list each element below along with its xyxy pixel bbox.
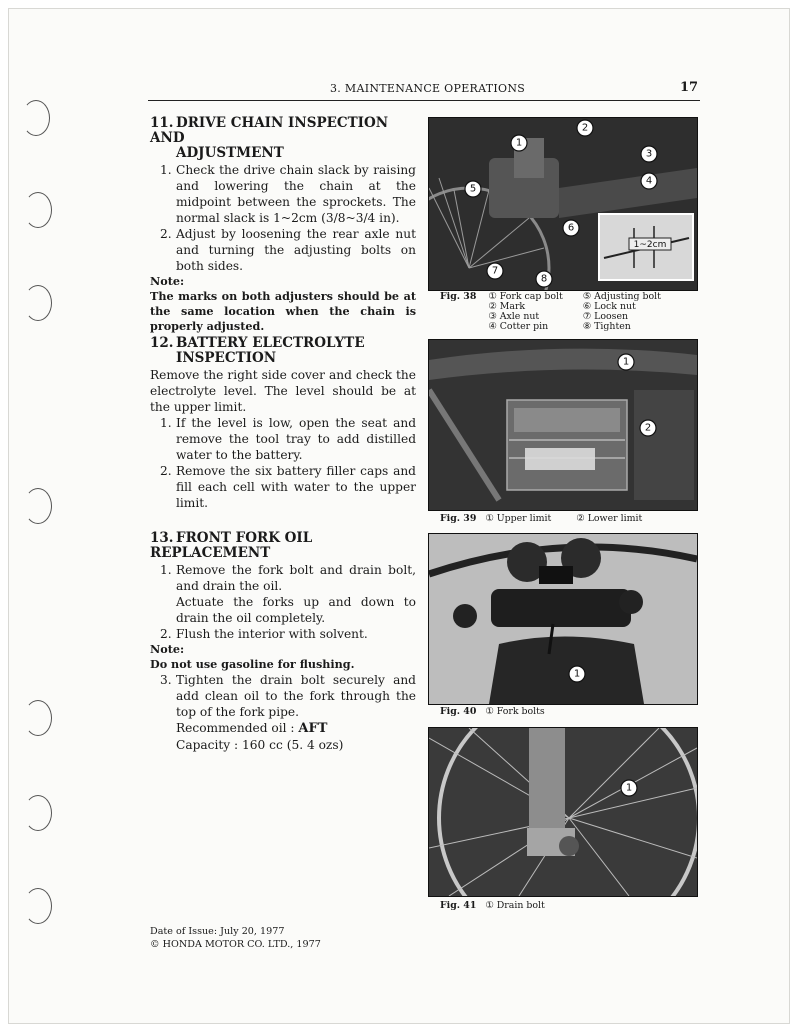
svg-text:6: 6 xyxy=(567,222,575,234)
intro-text: Remove the right side cover and check the electrolyte level. The level should be at the upper limit. xyxy=(150,368,416,414)
svg-text:7: 7 xyxy=(491,265,499,277)
callout-1 xyxy=(569,666,585,682)
figure-40-caption xyxy=(440,707,545,717)
list-item: 2. Flush the interior with solvent. xyxy=(160,627,368,641)
callout-5 xyxy=(465,181,481,197)
callout-3 xyxy=(641,146,657,162)
list-item: 2. Adjust by loosening the rear axle nut and turning the adjusting bolts on both sides. xyxy=(160,227,416,273)
figure-label: Fig. 40 xyxy=(440,706,477,717)
sub-text: Actuate the forks up and down to drain the oil completely. xyxy=(176,595,416,625)
list-item: 2. Remove the six battery filler caps and fill each cell with water to the upper limit. xyxy=(160,464,416,510)
list-item: 1. Remove the fork bolt and drain bolt, and drain the oil. xyxy=(160,563,416,593)
binder-hole xyxy=(24,285,52,321)
svg-text:1: 1 xyxy=(573,668,581,680)
section-drive-chain xyxy=(150,116,416,334)
recommended-oil: Recommended oil : AFT xyxy=(176,721,328,736)
note-label: Note: xyxy=(150,274,185,288)
callout-4 xyxy=(641,173,657,189)
header-rule xyxy=(148,100,700,101)
svg-text:5: 5 xyxy=(469,183,477,195)
section-heading: 13. FRONT FORK OIL REPLACEMENT xyxy=(150,530,313,561)
figure-38-caption xyxy=(440,292,667,332)
section-heading: 11. DRIVE CHAIN INSPECTION AND ADJUSTMENT xyxy=(150,115,389,161)
legend-item: ⑧ Tighten xyxy=(582,321,631,332)
page-footer xyxy=(150,925,321,951)
issue-date: Date of Issue: July 20, 1977 xyxy=(150,926,285,937)
capacity: Capacity : 160 cc (5. 4 ozs) xyxy=(176,738,344,752)
figure-39-caption xyxy=(440,514,642,524)
legend-item: ⑤ Adjusting bolt xyxy=(582,291,661,302)
callout-2 xyxy=(577,120,593,136)
binder-hole xyxy=(24,700,52,736)
legend-item: ⑦ Loosen xyxy=(582,311,629,322)
legend-item: ④ Cotter pin xyxy=(488,321,549,332)
callout-2 xyxy=(640,420,656,436)
note-text: Do not use gasoline for flushing. xyxy=(150,657,355,671)
section-battery xyxy=(150,336,416,511)
legend-item: ① Drain bolt xyxy=(485,900,545,911)
binder-hole xyxy=(24,888,52,924)
note-text: The marks on both adjusters should be at the same location when the chain is properly adjusted. xyxy=(150,289,416,333)
section-fork-oil xyxy=(150,531,416,753)
binder-hole xyxy=(24,192,52,228)
figure-label: Fig. 38 xyxy=(440,291,477,302)
legend-item: ② Lower limit xyxy=(576,513,643,524)
svg-text:2: 2 xyxy=(581,122,589,134)
figure-41-photo xyxy=(428,727,698,897)
legend-item: ⑥ Lock nut xyxy=(582,301,636,312)
section-heading: 12. BATTERY ELECTROLYTE INSPECTION xyxy=(150,335,365,366)
list-item: 3. Tighten the drain bolt securely and add clean oil to the fork through the top of the fork pipe. xyxy=(160,673,416,719)
svg-text:1: 1 xyxy=(515,137,523,149)
svg-text:1: 1 xyxy=(625,782,633,794)
callout-1 xyxy=(621,780,637,796)
copyright: © HONDA MOTOR CO. LTD., 1977 xyxy=(150,939,321,950)
callout-1 xyxy=(511,135,527,151)
callout-1 xyxy=(618,354,634,370)
svg-text:4: 4 xyxy=(645,175,653,187)
callout-8 xyxy=(536,271,552,287)
figure-label: Fig. 41 xyxy=(440,900,477,911)
svg-text:3: 3 xyxy=(645,148,653,160)
binder-hole xyxy=(24,488,52,524)
legend-item: ③ Axle nut xyxy=(488,311,540,322)
drain-bolt-photo xyxy=(429,728,697,896)
figure-39-photo xyxy=(428,339,698,511)
legend-item: ① Fork bolts xyxy=(485,706,545,717)
list-item: 1. If the level is low, open the seat and remove the tool tray to add distilled water to the battery. xyxy=(160,416,416,462)
running-header xyxy=(0,82,800,98)
figure-label: Fig. 39 xyxy=(440,513,477,524)
legend-item: ① Fork cap bolt xyxy=(488,291,563,302)
svg-text:2: 2 xyxy=(644,422,652,434)
binder-hole xyxy=(24,795,52,831)
section-title: 3. MAINTENANCE OPERATIONS xyxy=(330,82,526,95)
figure-40-photo xyxy=(428,533,698,705)
legend-item: ② Mark xyxy=(488,301,526,312)
binder-hole xyxy=(22,100,50,136)
drive-chain-photo xyxy=(429,118,697,290)
fork-bolts-photo xyxy=(429,534,697,704)
list-item: 1. Check the drive chain slack by raising and lowering the chain at the midpoint between the sprockets. The normal slack is 1~2cm (3/8~3/4 in). xyxy=(160,163,416,225)
note-label: Note: xyxy=(150,642,185,656)
page-number: 17 xyxy=(680,80,699,95)
svg-text:8: 8 xyxy=(540,273,548,285)
figure-41-caption xyxy=(440,901,545,911)
legend-item: ① Upper limit xyxy=(485,513,552,524)
inset-label: 1~2cm xyxy=(633,240,667,250)
callout-7 xyxy=(487,263,503,279)
figure-38-photo xyxy=(428,117,698,291)
svg-text:1: 1 xyxy=(622,356,630,368)
battery-photo xyxy=(429,340,697,510)
callout-6 xyxy=(563,220,579,236)
